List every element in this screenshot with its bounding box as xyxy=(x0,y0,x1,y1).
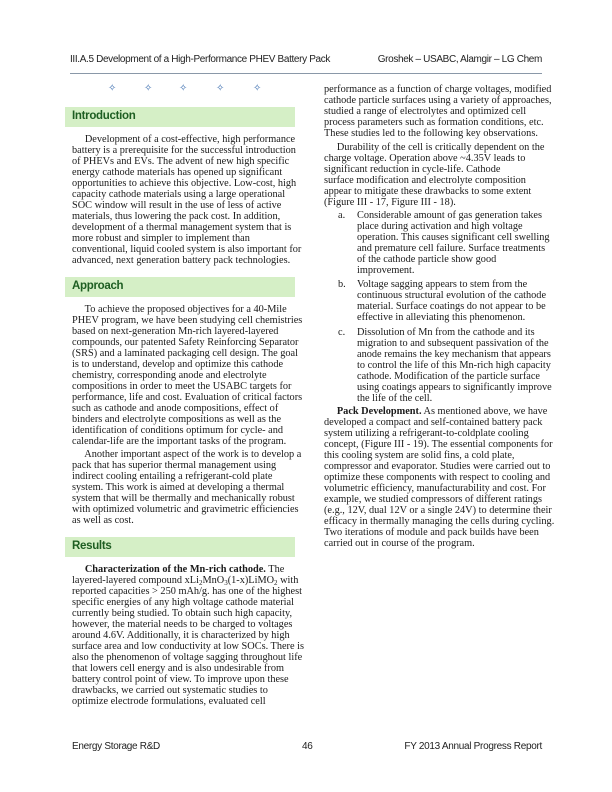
diamond-separator-icon: ✧ xyxy=(144,83,153,94)
approach-paragraph-1: To achieve the proposed objectives for a 40-Mile PHEV program, we have been studying cell chemistries based on next-generation Mn-rich layered-layered compounds, our patented Safety Reinforcing Separator (SRS) and a laminated packaging cell design. The goal is to understand, develop and optimize this cathode chemistry, corresponding anode and electrolyte compositions in order to meet the USABC targets for performance, life and cost. Evaluation of critical factors such as cathode and anode compositions, effect of binders and electrolyte compositions as well as the identification of conditions optimum for cycle- and calendar-life are the important tasks of the program. xyxy=(72,304,303,447)
formula-part: xLi xyxy=(184,575,199,586)
diamond-separator-icon: ✧ xyxy=(179,83,188,94)
page-number: 46 xyxy=(302,741,313,752)
formula-part: (1-x)LiMO xyxy=(227,575,275,586)
section-heading-introduction xyxy=(65,107,295,127)
diamond-separator-icon: ✧ xyxy=(253,83,262,94)
introduction-paragraph: Development of a cost-effective, high performance battery is a prerequisite for the successful introduction of PHEVs and EVs. The advent of new high specific energy cathode materials has opened up significant opportunities to achieve this objective. Low-cost, high capacity cathode materials using a large operational SOC window will result in the use of less of active materials, thus lowering the pack cost. In addition, development of a thermal management system that is more robust and simpler to implement than conventional, liquid cooled system is also important for advanced, next generation battery pack technologies. xyxy=(72,134,302,266)
running-header-authors: Groshek – USABC, Alamgir – LG Chem xyxy=(377,54,542,65)
results-lead: Characterization of the Mn-rich cathode. xyxy=(84,564,266,575)
formula-subscript: 2 xyxy=(198,579,203,587)
heading-text: Approach xyxy=(72,280,124,292)
list-item: Voltage sagging appears to stem from the continuous structural evolution of the cathode material. Surface coatings do not appear to be effective in alleviating this phenomenon. xyxy=(357,279,547,323)
list-label: a. xyxy=(338,210,346,221)
results-text: with reported capacities > 250 mAh/g. has one of the highest specific energies of any high voltage cathode material currently being studied. To obtain such high capacity, however, the material needs to be charged to voltages around 4.6V. Additionally, it is characterized by high surface area and low conductivity at low SOCs. There is also the phenomenon of voltage sagging throughout life that lowers cell energy and is also undesirable from battery control point of view. To improve upon these drawbacks, we carried out systematic studies to optimize electrode formulations, evaluated cell xyxy=(72,575,304,707)
results-continued-paragraph: performance as a function of charge voltages, modified cathode particle surfaces using a variety of approaches, studied a range of electrolytes and optimized cell process parameters such as formation conditions, etc. These studies led to the following key observations. xyxy=(324,84,552,139)
heading-text: Introduction xyxy=(72,110,136,122)
formula-subscript: 2 xyxy=(274,579,278,587)
list-item: Considerable amount of gas generation takes place during activation and high voltage operation. This causes significant cell swelling and premature cell failure. Surface treatments of the cathode particle show good improvement. xyxy=(357,210,550,276)
results-text: The layered-layered compound xyxy=(72,564,285,586)
diamond-separator-icon: ✧ xyxy=(216,83,225,94)
section-heading-approach xyxy=(65,277,295,297)
durability-paragraph: Durability of the cell is critically dependent on the charge voltage. Operation above ~4.35V leads to significant reduction in cycle-life. Cathode surface modification and electrolyte composition appear to mitigate these drawbacks to some extent (Figure III - 17, Figure III - 18). xyxy=(324,142,545,208)
chemical-formula xyxy=(185,575,278,586)
heading-text: Results xyxy=(72,540,112,552)
pack-development-text: As mentioned above, we have developed a compact and self-contained battery pack system utilizing a refrigerant-to-coldplate cooling concept, (Figure III - 19). The essential components for this cooling system are solid fins, a cold plate, compressor and evaporator. Studies were carried out to optimize these components with respect to cooling and volumetric efficiency, manufacturability and cost. For example, we studied compressors of different ratings (e.g., 12V, dual 12V or a single 24V) to determine their efficacy in thermally managing the cells during cycling. Two iterations of module and pack builds have been carried out in course of the program. xyxy=(324,406,555,549)
header-rule xyxy=(70,73,542,74)
footer-left: Energy Storage R&D xyxy=(72,741,160,752)
formula-part: MnO xyxy=(202,575,225,586)
pack-development-paragraph xyxy=(324,406,554,549)
formula-subscript: 3 xyxy=(224,579,228,587)
section-heading-results xyxy=(65,537,295,557)
approach-paragraph-2: Another important aspect of the work is to develop a pack that has superior thermal management using indirect cooling entailing a refrigerant-cold plate system. This work is aimed at developing a thermal system that will be thermally and mechanically robust with optimized volumetric and gravimetric efficiencies as well as cost. xyxy=(72,449,302,526)
list-label: b. xyxy=(338,279,346,290)
list-label: c. xyxy=(338,327,346,338)
pack-development-lead: Pack Development. xyxy=(336,406,422,417)
running-header-title: III.A.5 Development of a High-Performance PHEV Battery Pack xyxy=(70,54,331,65)
list-item: Dissolution of Mn from the cathode and its migration to and subsequent passivation of the anode remains the key mechanism that appears to control the life of this Mn-rich high capacity cathode. Modification of the particle surface using coatings appears to significantly improve the life of the cell. xyxy=(357,327,552,404)
results-paragraph xyxy=(72,564,304,707)
footer-right: FY 2013 Annual Progress Report xyxy=(404,741,542,752)
diamond-separator-icon: ✧ xyxy=(108,83,117,94)
